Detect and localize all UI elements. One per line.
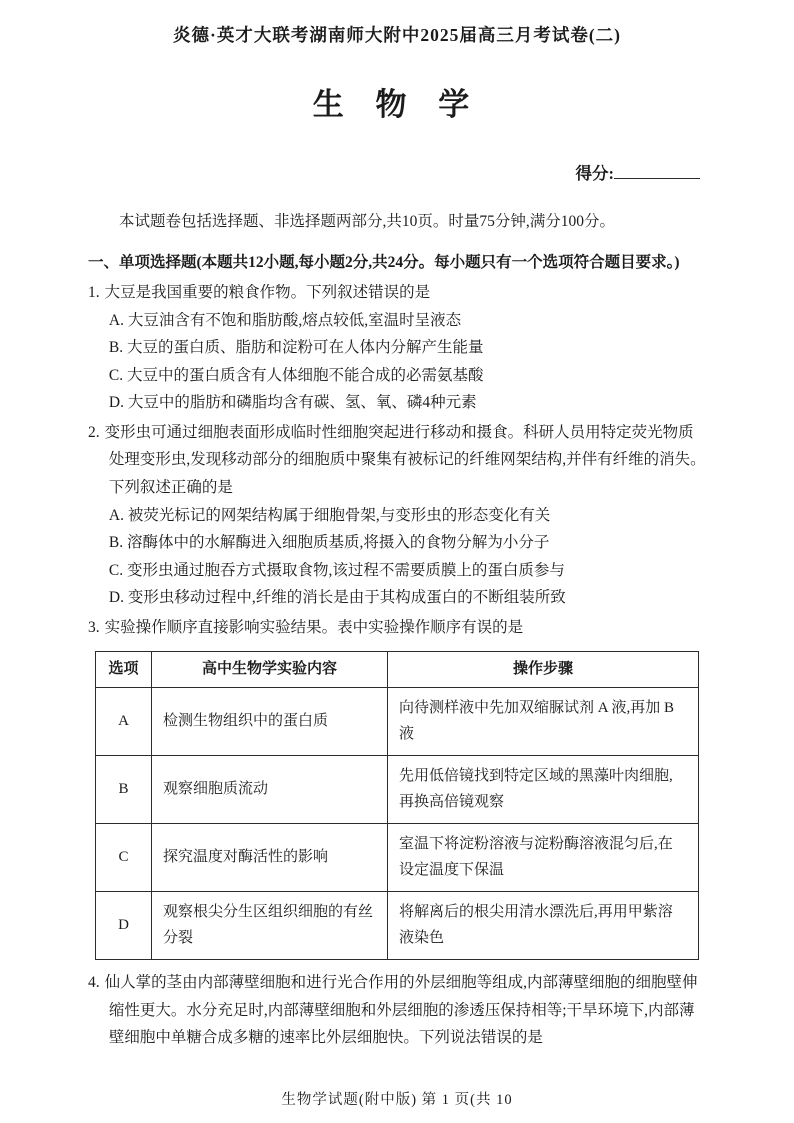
section-heading-title: 一、单项选择题 — [88, 254, 197, 272]
question-number: 1. — [88, 284, 100, 302]
question-4 — [88, 969, 706, 1052]
exam-header: 炎德·英才大联考湖南师大附中2025届高三月考试卷(二) — [173, 25, 621, 45]
table-header-steps: 操作步骤 — [388, 651, 699, 688]
section-heading-note: (本题共12小题,每小题2分,共24分。每小题只有一个选项符合题目要求。) — [196, 254, 680, 272]
question-number: 2. — [88, 423, 100, 441]
question-stem — [88, 279, 706, 307]
table-row — [96, 824, 699, 892]
row-operation-steps: 先用低倍镜找到特定区域的黑藻叶肉细胞,再换高倍镜观察 — [388, 756, 699, 824]
question-stem — [88, 969, 706, 1052]
option-c: C. 大豆中的蛋白质含有人体细胞不能合成的必需氨基酸 — [108, 366, 484, 384]
exam-intro: 本试题卷包括选择题、非选择题两部分,共10页。时量75分钟,满分100分。 — [119, 213, 616, 230]
option-c: C. 变形虫通过胞吞方式摄取食物,该过程不需要质膜上的蛋白质参与 — [108, 561, 565, 579]
page-footer: 生物学试题(附中版) 第 1 页(共 10 — [281, 1092, 513, 1108]
subject-title: 生 物 学 — [312, 87, 482, 122]
row-option-label: A — [96, 688, 152, 756]
table-header-content: 高中生物学实验内容 — [152, 651, 388, 688]
row-option-label: D — [96, 892, 152, 960]
question-text: 大豆是我国重要的粮食作物。下列叙述错误的是 — [104, 284, 431, 302]
question-1 — [88, 279, 706, 417]
question-text: 变形虫可通过细胞表面形成临时性细胞突起进行移动和摄食。科研人员用特定荧光物质处理变形虫,发现移动部分的细胞质中聚集有被标记的纤维网架结构,并伴有纤维的消失。下列叙述正确的是 — [104, 423, 706, 497]
row-operation-steps: 向待测样液中先加双缩脲试剂 A 液,再加 B 液 — [388, 688, 699, 756]
table-row — [96, 892, 699, 960]
question-text: 实验操作顺序直接影响实验结果。表中实验操作顺序有误的是 — [104, 618, 524, 636]
table-row — [96, 756, 699, 824]
row-experiment-content: 观察根尖分生区组织细胞的有丝分裂 — [152, 892, 388, 960]
question-3 — [88, 614, 706, 960]
option-a: A. 被荧光标记的网架结构属于细胞骨架,与变形虫的形态变化有关 — [108, 506, 551, 524]
row-operation-steps: 室温下将淀粉溶液与淀粉酶溶液混匀后,在设定温度下保温 — [388, 824, 699, 892]
question-stem — [88, 614, 706, 642]
question-number: 4. — [88, 974, 100, 992]
experiment-table — [95, 651, 699, 961]
question-stem — [88, 419, 706, 502]
row-operation-steps: 将解离后的根尖用清水漂洗后,再用甲紫溶液染色 — [388, 892, 699, 960]
question-text: 仙人掌的茎由内部薄壁细胞和进行光合作用的外层细胞等组成,内部薄壁细胞的细胞壁伸缩性更大。水分充足时,内部薄壁细胞和外层细胞的渗透压保持相等;干旱环境下,内部薄壁细胞中单糖合成多糖的速率比外层细胞快。下列说法错误的是 — [104, 974, 698, 1047]
row-experiment-content: 检测生物组织中的蛋白质 — [152, 688, 388, 756]
question-number: 3. — [88, 618, 100, 636]
table-header-row — [96, 651, 699, 688]
score-blank — [614, 163, 700, 180]
row-experiment-content: 探究温度对酶活性的影响 — [152, 824, 388, 892]
option-a: A. 大豆油含有不饱和脂肪酸,熔点较低,室温时呈液态 — [108, 311, 462, 329]
row-option-label: B — [96, 756, 152, 824]
option-b: B. 大豆的蛋白质、脂肪和淀粉可在人体内分解产生能量 — [108, 339, 484, 357]
table-header-option: 选项 — [96, 651, 152, 688]
score-label: 得分: — [575, 164, 614, 183]
row-experiment-content: 观察细胞质流动 — [152, 756, 388, 824]
option-d: D. 变形虫移动过程中,纤维的消长是由于其构成蛋白的不断组装所致 — [108, 589, 566, 607]
option-b: B. 溶酶体中的水解酶进入细胞质基质,将摄入的食物分解为小分子 — [108, 534, 550, 552]
row-option-label: C — [96, 824, 152, 892]
question-2 — [88, 419, 706, 612]
section-heading — [88, 249, 706, 277]
option-d: D. 大豆中的脂肪和磷脂均含有碳、氢、氧、磷4种元素 — [108, 394, 477, 412]
table-row — [96, 688, 699, 756]
score-line — [88, 160, 706, 184]
